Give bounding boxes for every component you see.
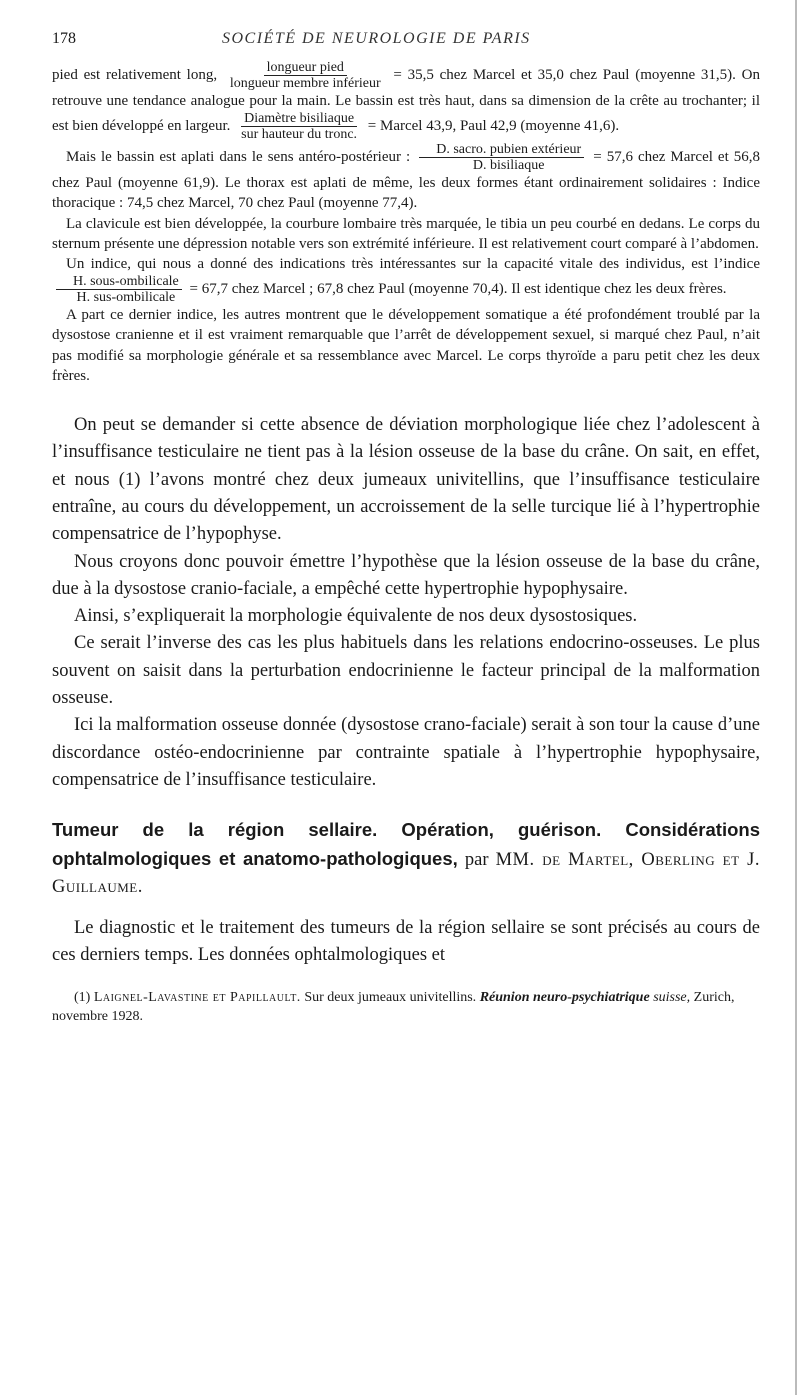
paragraph-discussion: Ainsi, s’expliquerait la morphologie équivalente de nos deux dysostosiques. bbox=[74, 606, 638, 627]
paragraph-pelvis-flat bbox=[52, 142, 760, 213]
footnote-venue: neuro-psychiatrique bbox=[533, 989, 650, 1005]
section-body bbox=[52, 915, 760, 970]
page-number: 178 bbox=[52, 30, 76, 47]
discussion-section bbox=[52, 412, 760, 794]
paragraph-clavicle: La clavicule est bien développée, la courbure lombaire très marquée, le tibia un peu courbé en dedans. Le corps du sternum présente une dépression notable vers son extrémité inférieure. Il est relativement court comparé à l’abdomen. bbox=[52, 215, 760, 252]
text-run: pied est relativement long, bbox=[52, 66, 218, 83]
fraction-sacro-pubic bbox=[419, 142, 584, 173]
fraction-foot-length bbox=[227, 60, 384, 91]
fraction-numerator: D. sacro. pubien extérieur bbox=[419, 142, 584, 158]
paragraph-conclusion-small: A part ce dernier indice, les autres montrent que le développement somatique a été profondément troublé par la dysostose cranienne et il est vraiment remarquable que l’arrêt de développement sexuel, si marqué chez Paul, n’ait pas modifié sa morphologie générale et sa ressemblance avec Marcel. Le corps thyroïde a paru petit chez les deux frères. bbox=[52, 307, 760, 384]
paragraph-foot-pelvis bbox=[52, 60, 760, 142]
page bbox=[52, 30, 760, 1026]
section-title: Tumeur de la région sellaire. Opération, guérison. Considérations ophtalmologiques et anatomo-pathologiques, bbox=[52, 819, 760, 870]
text-run: = 57,6 chez Marcel et 56,8 chez Paul (moyenne 61,9). Le thorax est aplati de même, les deux formes étant ordinairement solidaires : Indice thoracique : 74,5 chez Marcel, 70 chez Paul (moyenne 77,4). bbox=[52, 149, 761, 212]
running-title: SOCIÉTÉ DE NEUROLOGIE DE PARIS bbox=[222, 30, 531, 47]
text-run: = 35,5 chez Marcel et 35,0 chez Paul (moyenne 31,5). On retrouve une tendance analogue pour la main. Le bassin est très haut, dans sa dimension de la crête au trochanter; il est bien développé en largeur. bbox=[52, 66, 761, 135]
fraction-umbilical bbox=[56, 274, 182, 305]
section-authors: MM. de Martel, Oberling et J. Guillaume. bbox=[52, 850, 760, 898]
fraction-denominator: longueur membre inférieur bbox=[229, 76, 381, 91]
footnote-marker: (1) bbox=[74, 989, 91, 1005]
text-run: Mais le bassin est aplati dans le sens antéro-postérieur : bbox=[66, 149, 411, 166]
text-run: = 67,7 chez Marcel ; 67,8 chez Paul (moyenne 70,4). Il est identique chez les deux frères. bbox=[189, 281, 727, 298]
footnote-title: Sur deux jumeaux univitellins. bbox=[304, 989, 477, 1005]
section-heading bbox=[52, 816, 760, 901]
page-edge-line bbox=[795, 0, 797, 1395]
fraction-bisiliac bbox=[238, 111, 360, 142]
paragraph-vital-index bbox=[52, 254, 760, 305]
fraction-numerator: Diamètre bisiliaque bbox=[241, 111, 357, 127]
fraction-numerator: longueur pied bbox=[264, 60, 347, 76]
text-run: = Marcel 43,9, Paul 42,9 (moyenne 41,6). bbox=[367, 118, 620, 135]
section-by: par bbox=[464, 850, 489, 871]
fraction-numerator: H. sous-ombilicale bbox=[56, 274, 182, 290]
fraction-denominator: sur hauteur du tronc. bbox=[241, 127, 358, 143]
fraction-denominator: H. sus-ombilicale bbox=[76, 290, 176, 306]
footnote-authors: Laignel-Lavastine et Papillault. bbox=[93, 989, 301, 1005]
footnote-venue: suisse, bbox=[653, 989, 691, 1005]
paragraph-discussion: Nous croyons donc pouvoir émettre l’hypothèse que la lésion osseuse de la base du crâne, due à la dysostose cranio-faciale, a empêché cette hypertrophie hypophysaire. bbox=[52, 551, 760, 599]
footnote-tail: Zurich, novembre 1928. bbox=[52, 989, 735, 1024]
footnote-venue: Réunion bbox=[479, 989, 530, 1005]
paragraph-discussion: Ici la malformation osseuse donnée (dysostose crano-faciale) serait à son tour la cause d’une discordance ostéo-endocrinienne par contrainte spatiale à l’hypertrophie hypophysaire, compensatrice de l’insuffisance testiculaire. bbox=[52, 715, 760, 790]
running-header bbox=[52, 30, 760, 48]
text-run: Un indice, qui nous a donné des indications très intéressantes sur la capacité vitale des individus, est l’indice bbox=[66, 256, 760, 273]
fraction-denominator: D. bisiliaque bbox=[472, 158, 545, 174]
footnote bbox=[52, 988, 760, 1026]
paragraph-section-body: Le diagnostic et le traitement des tumeurs de la région sellaire se sont précisés au cours de ces derniers temps. Les données ophtalmologiques et bbox=[52, 918, 760, 966]
paragraph-discussion: Ce serait l’inverse des cas les plus habituels dans les relations endocrino-osseuses. Le plus souvent on saisit dans la perturbation endocrinienne le facteur principal de la malformation osseuse. bbox=[52, 633, 760, 708]
paragraph-discussion: On peut se demander si cette absence de déviation morphologique liée chez l’adolescent à l’insuffisance testiculaire ne tient pas à la lésion osseuse de la base du crâne. On sait, en effet, et nous (1) l’avons montré chez deux jumeaux univitellins, que l’insuffisance testiculaire entraîne, au cours du développement, un accroissement de la selle turcique lié à l’hypertrophie compensatrice de l’hypophyse. bbox=[52, 415, 760, 545]
measurements-section bbox=[52, 60, 760, 386]
